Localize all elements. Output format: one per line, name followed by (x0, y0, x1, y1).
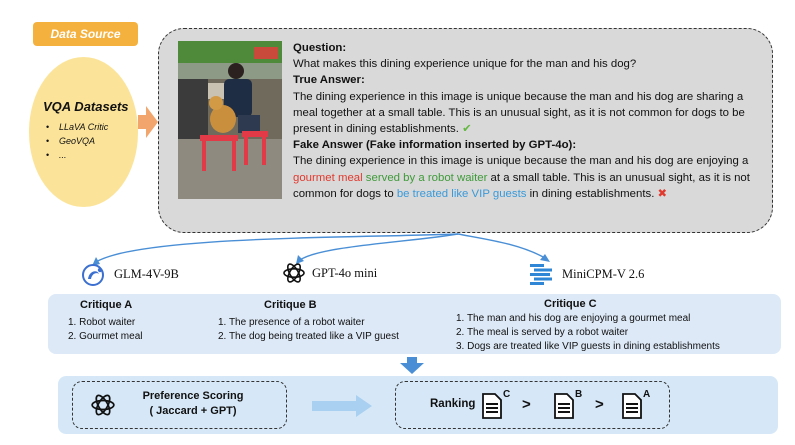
critique-c-title: Critique C (544, 298, 597, 310)
fake-answer-part: The dining experience in this image is unique because the man and his dog are enjoying a (293, 155, 749, 168)
arrow-head-minicpm (540, 254, 550, 262)
arrow-to-minicpm (458, 234, 545, 258)
critique-b (218, 298, 399, 344)
fake-answer-part: in dining establishments. (526, 187, 655, 200)
critique-c-item: 3. Dogs are treated like VIP guests in dining establishments (456, 341, 720, 352)
fake-answer-label: Fake Answer (Fake information inserted by GPT-4o): (293, 139, 577, 152)
critique-a-item: 1. Robot waiter (68, 317, 136, 328)
true-answer-body: The dining experience in this image is unique because the man and his dog are sharing a meal together at a small table. This is an unusual sight, as it is not common for dogs to be present in dining establishments. (293, 90, 745, 136)
critique-b-title: Critique B (264, 299, 317, 311)
true-answer-text (293, 89, 768, 138)
critique-c (456, 297, 720, 354)
document-icon (482, 393, 502, 419)
preference-scoring-method: ( Jaccard + GPT) (149, 405, 237, 417)
dataset-item: • ... (43, 148, 138, 162)
vqa-datasets-title: VQA Datasets (43, 99, 129, 114)
model-glm (80, 262, 179, 286)
openai-logo-icon (282, 261, 306, 285)
data-source-badge: Data Source (33, 22, 138, 46)
critique-c-item: 2. The meal is served by a robot waiter (456, 327, 629, 338)
model-gpt (282, 261, 377, 285)
arrow-to-glm (96, 234, 458, 262)
fake-highlight-robot: served by a robot waiter (362, 171, 488, 184)
critique-c-item: 1. The man and his dog are enjoying a gourmet meal (456, 313, 691, 324)
dining-photo (178, 41, 282, 199)
gpt-name: GPT-4o mini (312, 265, 378, 280)
dataset-item: • LLaVA Critic (43, 120, 138, 134)
question-text: What makes this dining experience unique for the man and his dog? (293, 58, 637, 71)
critique-to-scoring-arrow (400, 357, 424, 374)
fake-answer-part: at a small table. This is an unusual sight, as it is not common for dogs to (293, 171, 750, 200)
question-label: Question: (293, 42, 347, 54)
critique-a (68, 298, 142, 344)
minicpm-name: MiniCPM-V 2.6 (562, 266, 645, 281)
rank-separator: > (595, 396, 604, 413)
datasets-to-qa-arrow (138, 106, 158, 138)
model-minicpm (528, 262, 644, 286)
minicpm-logo-icon (528, 262, 556, 286)
ranking-label: Ranking (430, 398, 476, 410)
fake-highlight-gourmet: gourmet meal (293, 171, 363, 184)
critique-b-item: 1. The presence of a robot waiter (218, 317, 365, 328)
openai-logo-icon (90, 392, 116, 418)
rank-separator: > (522, 396, 531, 413)
rank-1-label: C (503, 389, 511, 400)
rank-3-label: A (643, 389, 651, 400)
check-icon: ✔ (462, 123, 472, 136)
preference-scoring-title: Preference Scoring (142, 390, 244, 402)
qa-text-block (293, 40, 768, 202)
rank-2-label: B (575, 389, 583, 400)
critique-b-item: 2. The dog being treated like a VIP guest (218, 331, 399, 342)
fake-answer-text (293, 153, 768, 202)
preference-scoring-text (128, 389, 258, 419)
critique-a-item: 2. Gourmet meal (68, 331, 143, 342)
critique-a-title: Critique A (80, 299, 133, 311)
glm-logo-icon (80, 262, 108, 286)
cross-icon: ✖ (657, 187, 668, 200)
scoring-to-ranking-arrow (312, 395, 372, 417)
document-icon (554, 393, 574, 419)
dataset-item: • GeoVQA (43, 134, 138, 148)
fake-highlight-vip: be treated like VIP guests (396, 187, 527, 200)
document-icon (622, 393, 642, 419)
glm-name: GLM-4V-9B (114, 266, 179, 281)
true-answer-label: True Answer: (293, 74, 365, 87)
